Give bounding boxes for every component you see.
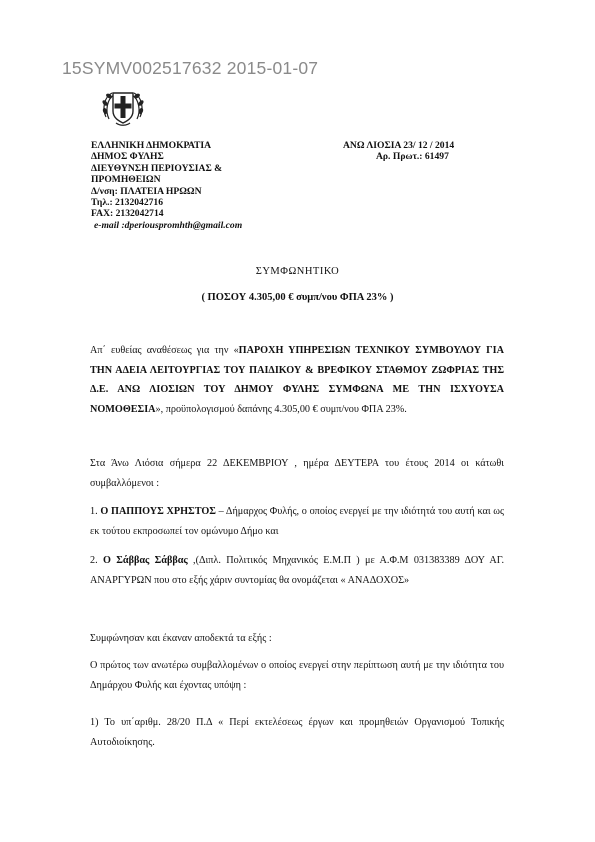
date-protocol-block <box>343 140 503 163</box>
header-line: ΔΗΜΟΣ ΦΥΛΗΣ <box>91 151 164 163</box>
header-line: ΔΙΕΥΘΥΝΣΗ ΠΕΡΙΟΥΣΙΑΣ & <box>91 162 223 174</box>
party-description: ,(Διπλ. Πολιτικός Μηχανικός Ε.Μ.Π ) με Α.Φ.Μ 031383389 ΔΟΥ ΑΓ. ΑΝΑΡΓΥΡΩΝ που στο εξής χάριν συντομίας θα ονομάζεται « ΑΝΑΔΟΧΟΣ» <box>90 555 504 586</box>
sender-header <box>91 140 291 231</box>
paragraph-lead: Απ΄ ευθείας αναθέσεως για την « <box>90 345 239 356</box>
assignment-paragraph <box>90 341 504 419</box>
paragraph-tail: », προϋπολογισμού δαπάνης 4.305,00 € συμπ/νου ΦΠΑ 23%. <box>155 403 407 415</box>
agreement-line: Συμφώνησαν και έκαναν αποδεκτά τα εξής : <box>90 633 272 644</box>
header-line: Τηλ.: 2132042716 <box>91 197 164 209</box>
party-number: 1. <box>90 506 101 517</box>
document-subtitle: ( ΠΟΣΟΥ 4.305,00 € συμπ/νου ΦΠΑ 23% ) <box>201 292 394 303</box>
protocol-number: Αρ. Πρωτ.: 61497 <box>376 151 449 163</box>
first-party-paragraph: Ο πρώτος των ανωτέρω συμβαλλομένων ο οποίος ενεργεί στην περίπτωση αυτή με την ιδιότητα του Δημάρχου Φυλής και έχοντας υπόψη : <box>90 660 504 691</box>
party-name: Ο ΠΑΠΠΟΥΣ ΧΡΗΣΤΟΣ <box>100 506 216 517</box>
header-line: ΠΡΟΜΗΘΕΙΩΝ <box>91 174 161 186</box>
document-title: ΣΥΜΦΩΝΗΤΙΚΟ <box>255 266 340 277</box>
hellenic-republic-emblem <box>100 87 146 127</box>
party-two <box>90 551 504 590</box>
project-name: ΠΑΡΟΧΗ ΥΠΗΡΕΣΙΩΝ ΤΕΧΝΙΚΟΥ ΣΥΜΒΟΥΛΟΥ ΓΙΑ ΤΗΝ ΑΔΕΙΑ ΛΕΙΤΟΥΡΓΙΑΣ ΤΟΥ ΠΑΙΔΙΚΟΥ & ΒΡΕΦΙΚΟΥ ΣΤΑΘΜΟΥ ΖΩΦΡΙΑΣ ΤΗΣ Δ.Ε. ΑΝΩ ΛΙΟΣΙΩΝ ΤΟΥ ΔΗΜΟΥ ΦΥΛΗΣ ΣΥΜΦΩΝΑ ΜΕ ΤΗΝ ΙΣΧΥΟΥΣΑ ΝΟΜΟΘΕΣΙΑ <box>90 345 504 415</box>
party-name: Ο Σάββας Σάββας <box>102 555 188 566</box>
email-address: e-mail :dperiouspromhth@gmail.com <box>94 219 243 231</box>
header-line: Δ/νση: ΠΛΑΤΕΙΑ ΗΡΩΩΝ <box>91 185 202 197</box>
place-date: ΑΝΩ ΛΙΟΣΙΑ 23/ 12 / 2014 <box>343 140 455 151</box>
party-number: 2. <box>90 555 103 566</box>
party-description: – Δήμαρχος Φυλής, ο οποίος ενεργεί με την ιδιότητά του αυτή και ως εκ τούτου εκπροσωπεί τον ομώνυμο Δήμο και <box>90 506 505 537</box>
party-one <box>90 502 504 541</box>
reference-item-1: 1) Το υπ΄αριθμ. 28/20 Π.Δ « Περί εκτελέσεως έργων και προμηθειών Οργανισμού Τοπικής Αυτοδιοίκησης. <box>90 717 504 748</box>
document-watermark: 15SYMV002517632 2015-01-07 <box>62 58 319 78</box>
header-line: FAX: 2132042714 <box>91 208 164 220</box>
header-line: ΕΛΛΗΝΙΚΗ ΔΗΜΟΚΡΑΤΙΑ <box>91 140 212 151</box>
parties-intro: Στα Άνω Λιόσια σήμερα 22 ΔΕΚΕΜΒΡΙΟΥ , ημέρα ΔΕΥΤΕΡΑ του έτους 2014 οι κάτωθι συμβαλλόμενοι : <box>90 458 504 489</box>
